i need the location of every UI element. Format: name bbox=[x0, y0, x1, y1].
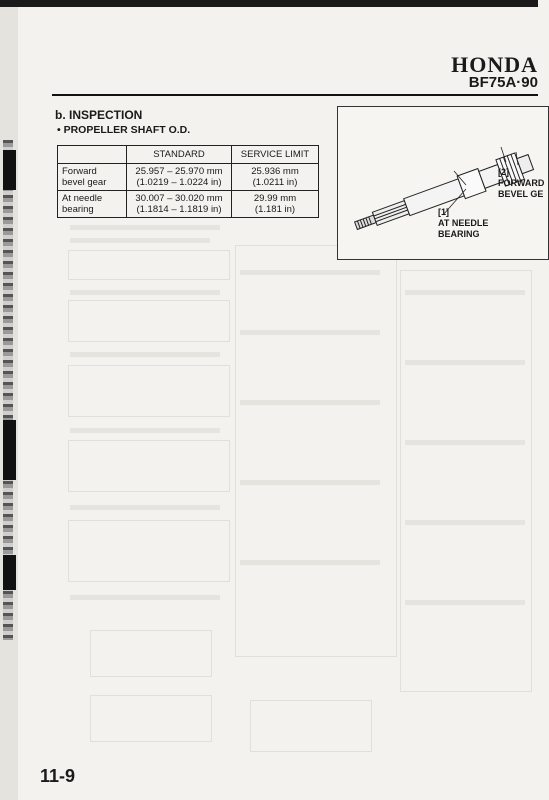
page-number: 11-9 bbox=[40, 766, 76, 786]
limit-mm: 25.936 mm bbox=[251, 166, 299, 177]
binding-tab-middle bbox=[3, 420, 16, 480]
top-edge-bar bbox=[0, 0, 538, 7]
callout-needle-bearing bbox=[438, 207, 488, 240]
row-label: Forward bevel gear bbox=[58, 164, 127, 191]
table-header-row bbox=[58, 146, 319, 164]
standard-in: (1.0219 – 1.0224 in) bbox=[136, 177, 222, 188]
table-row bbox=[58, 191, 319, 218]
brand-logo: HONDA bbox=[451, 52, 538, 77]
callout-2-line2: BEVEL GE bbox=[498, 189, 544, 199]
callout-2-number: [2] bbox=[498, 167, 509, 177]
header-rule bbox=[52, 94, 538, 96]
limit-in: (1.0211 in) bbox=[252, 177, 298, 188]
spec-table bbox=[57, 145, 319, 218]
section-title: b. INSPECTION bbox=[55, 108, 143, 122]
limit-in: (1.181 in) bbox=[254, 204, 296, 215]
table-row bbox=[58, 164, 319, 191]
table-header-service-limit: SERVICE LIMIT bbox=[232, 146, 319, 164]
callout-forward-bevel-gear bbox=[498, 167, 544, 200]
model-name: BF75A·90 bbox=[468, 74, 538, 91]
service-limit-value bbox=[232, 164, 319, 191]
standard-value bbox=[127, 191, 232, 218]
standard-in: (1.1814 – 1.1819 in) bbox=[136, 204, 222, 215]
standard-mm: 30.007 – 30.020 mm bbox=[135, 193, 223, 204]
callout-1-line1: AT NEEDLE bbox=[438, 218, 489, 228]
callout-1-line2: BEARING bbox=[438, 229, 480, 239]
callout-1-number: [1] bbox=[438, 207, 449, 217]
standard-mm: 25.957 – 25.970 mm bbox=[135, 166, 223, 177]
binding-tab-upper bbox=[3, 150, 16, 190]
service-limit-value bbox=[232, 191, 319, 218]
table-header-blank bbox=[58, 146, 127, 164]
standard-value bbox=[127, 164, 232, 191]
row-label: At needle bearing bbox=[58, 191, 127, 218]
propeller-shaft-figure bbox=[337, 106, 549, 260]
bullet-heading: • PROPELLER SHAFT O.D. bbox=[57, 124, 191, 136]
callout-2-line1: FORWARD bbox=[498, 178, 545, 188]
limit-mm: 29.99 mm bbox=[253, 193, 297, 204]
binding-tab-lower bbox=[3, 555, 16, 590]
table-header-standard: STANDARD bbox=[127, 146, 232, 164]
